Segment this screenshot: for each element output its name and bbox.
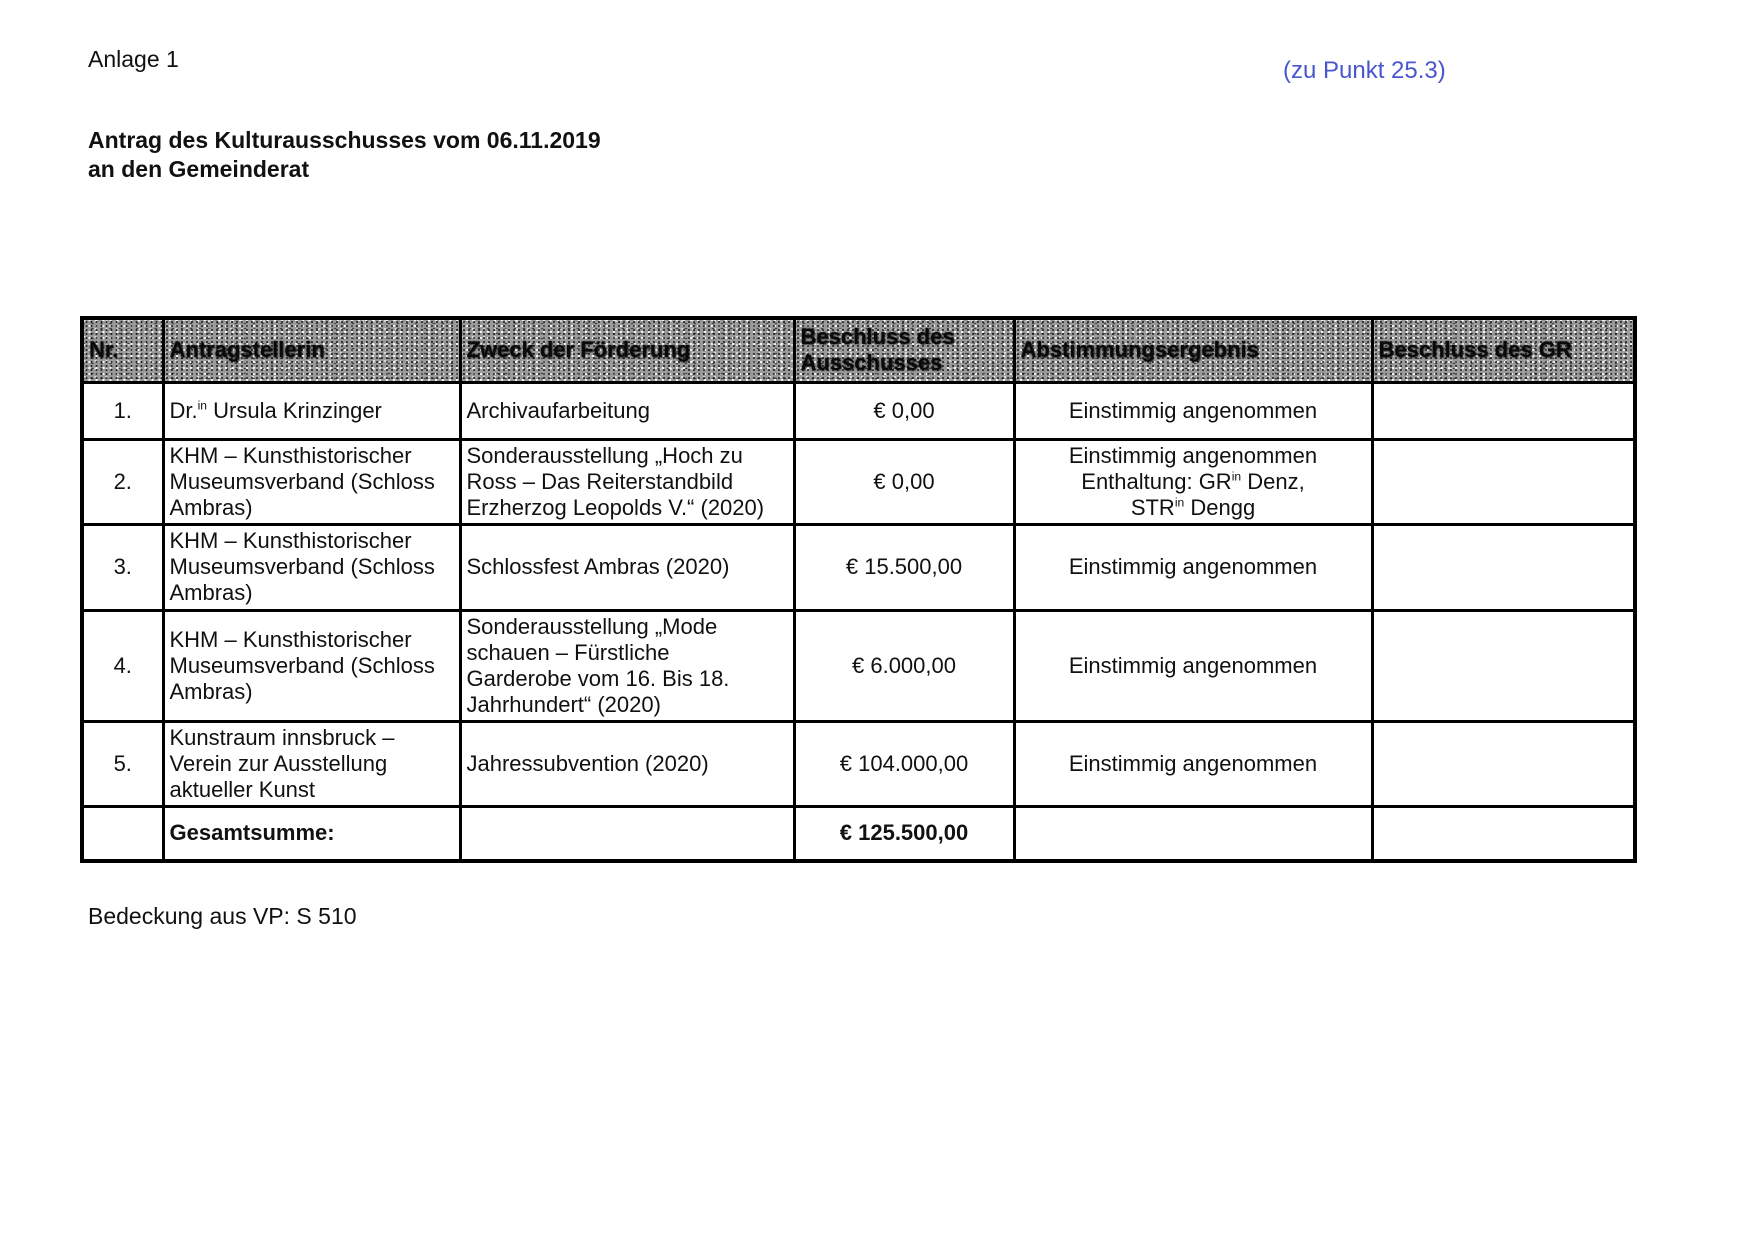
vote-cell: Einstimmig angenommen (1014, 524, 1372, 610)
purpose-cell (460, 610, 794, 721)
document-title (88, 126, 601, 184)
vote-superscript: in (1174, 495, 1185, 510)
table-row-5 (82, 721, 1635, 806)
vote-superscript: in (1231, 469, 1242, 484)
purpose-line: Jahrhundert“ (2020) (466, 691, 661, 717)
applicant-line: KHM – Kunsthistorischer (169, 626, 412, 652)
applicant-line: Ambras) (169, 580, 253, 605)
gr-decision-cell (1372, 721, 1635, 806)
applicant-line: KHM – Kunsthistorischer (169, 442, 412, 468)
total-amount-cell: € 125.500,00 (794, 806, 1014, 861)
applicant-text: Ursula Krinzinger (207, 397, 382, 423)
row-number: 2. (82, 439, 163, 524)
purpose-line: Garderobe vom 16. Bis 18. (466, 665, 730, 691)
purpose-line: Sonderausstellung „Mode (466, 613, 718, 639)
applicant-cell (163, 524, 460, 610)
title-line-1: Antrag des Kulturausschusses vom 06.11.2019 (88, 127, 601, 153)
header-beschluss-des-ausschusses (794, 318, 1014, 382)
applicant-text: Dr. (169, 397, 198, 423)
header-beschluss-line-1: Beschluss des (800, 324, 955, 350)
footer-note: Bedeckung aus VP: S 510 (88, 903, 357, 929)
vote-line: Enthaltung: $GR^{in}$ Denz, (1081, 468, 1305, 494)
applicant-cell (163, 439, 460, 524)
total-empty-purpose (460, 806, 794, 861)
applicant-line: Museumsverband (Schloss (169, 468, 435, 494)
applicant-cell (163, 610, 460, 721)
table-row-4 (82, 610, 1635, 721)
amount-cell: € 0,00 (794, 439, 1014, 524)
gr-decision-cell (1372, 382, 1635, 439)
purpose-line: schauen – Fürstliche (466, 639, 670, 665)
purpose-cell: Archivaufarbeitung (460, 382, 794, 439)
punkt-reference: (zu Punkt 25.3) (1283, 57, 1446, 84)
vote-cell: Einstimmig angenommen (1014, 610, 1372, 721)
applicant-line: Museumsverband (Schloss (169, 554, 435, 579)
header-abstimmungsergebnis: Abstimmungsergebnis (1014, 318, 1372, 382)
row-number: 3. (82, 524, 163, 610)
table-total-row (82, 806, 1635, 861)
applicant-line: Verein zur Ausstellung (169, 750, 388, 776)
vote-line: $STR^{in}$ Dengg (1130, 494, 1256, 520)
grant-table (80, 316, 1637, 863)
applicant-superscript: in (197, 398, 208, 413)
amount-cell: € 15.500,00 (794, 524, 1014, 610)
header-zweck-der-foerderung: Zweck der Förderung (460, 318, 794, 382)
applicant-line: KHM – Kunsthistorischer (169, 528, 412, 553)
purpose-cell: Jahressubvention (2020) (460, 721, 794, 806)
header-beschluss-des-gr: Beschluss des GR (1372, 318, 1635, 382)
applicant-line: Ambras) (169, 494, 253, 520)
vote-line: Einstimmig angenommen (1068, 442, 1318, 468)
purpose-cell: Schlossfest Ambras (2020) (460, 524, 794, 610)
vote-cell: Einstimmig angenommen (1014, 382, 1372, 439)
header-beschluss-line-2: Ausschusses (800, 350, 943, 376)
total-empty-gr (1372, 806, 1635, 861)
vote-cell: Einstimmig angenommen (1014, 721, 1372, 806)
row-number: 1. (82, 382, 163, 439)
header-nr: Nr. (82, 318, 163, 382)
applicant-line: Museumsverband (Schloss (169, 652, 435, 678)
row-number: 4. (82, 610, 163, 721)
total-empty-vote (1014, 806, 1372, 861)
table-row-3 (82, 524, 1635, 610)
total-empty-nr (82, 806, 163, 861)
gr-decision-cell (1372, 610, 1635, 721)
purpose-line: Ross – Das Reiterstandbild (466, 468, 734, 494)
applicant-line: aktueller Kunst (169, 776, 316, 802)
applicant-line: Kunstraum innsbruck – (169, 724, 395, 750)
gr-decision-cell (1372, 439, 1635, 524)
applicant-cell (163, 721, 460, 806)
table-header-row (82, 318, 1635, 382)
applicant-cell (163, 382, 460, 439)
table-row-1 (82, 382, 1635, 439)
purpose-line: Sonderausstellung „Hoch zu (466, 442, 743, 468)
purpose-line: Erzherzog Leopolds V.“ (2020) (466, 494, 765, 520)
applicant-line: Ambras) (169, 678, 253, 704)
anlage-label: Anlage 1 (88, 46, 179, 72)
amount-cell: € 0,00 (794, 382, 1014, 439)
table-row-2 (82, 439, 1635, 524)
total-label-cell: Gesamtsumme: (163, 806, 460, 861)
amount-cell: € 104.000,00 (794, 721, 1014, 806)
gr-decision-cell (1372, 524, 1635, 610)
purpose-cell (460, 439, 794, 524)
amount-cell: € 6.000,00 (794, 610, 1014, 721)
vote-cell (1014, 439, 1372, 524)
row-number: 5. (82, 721, 163, 806)
title-line-2: an den Gemeinderat (88, 156, 310, 182)
header-antragstellerin: Antragstellerin (163, 318, 460, 382)
